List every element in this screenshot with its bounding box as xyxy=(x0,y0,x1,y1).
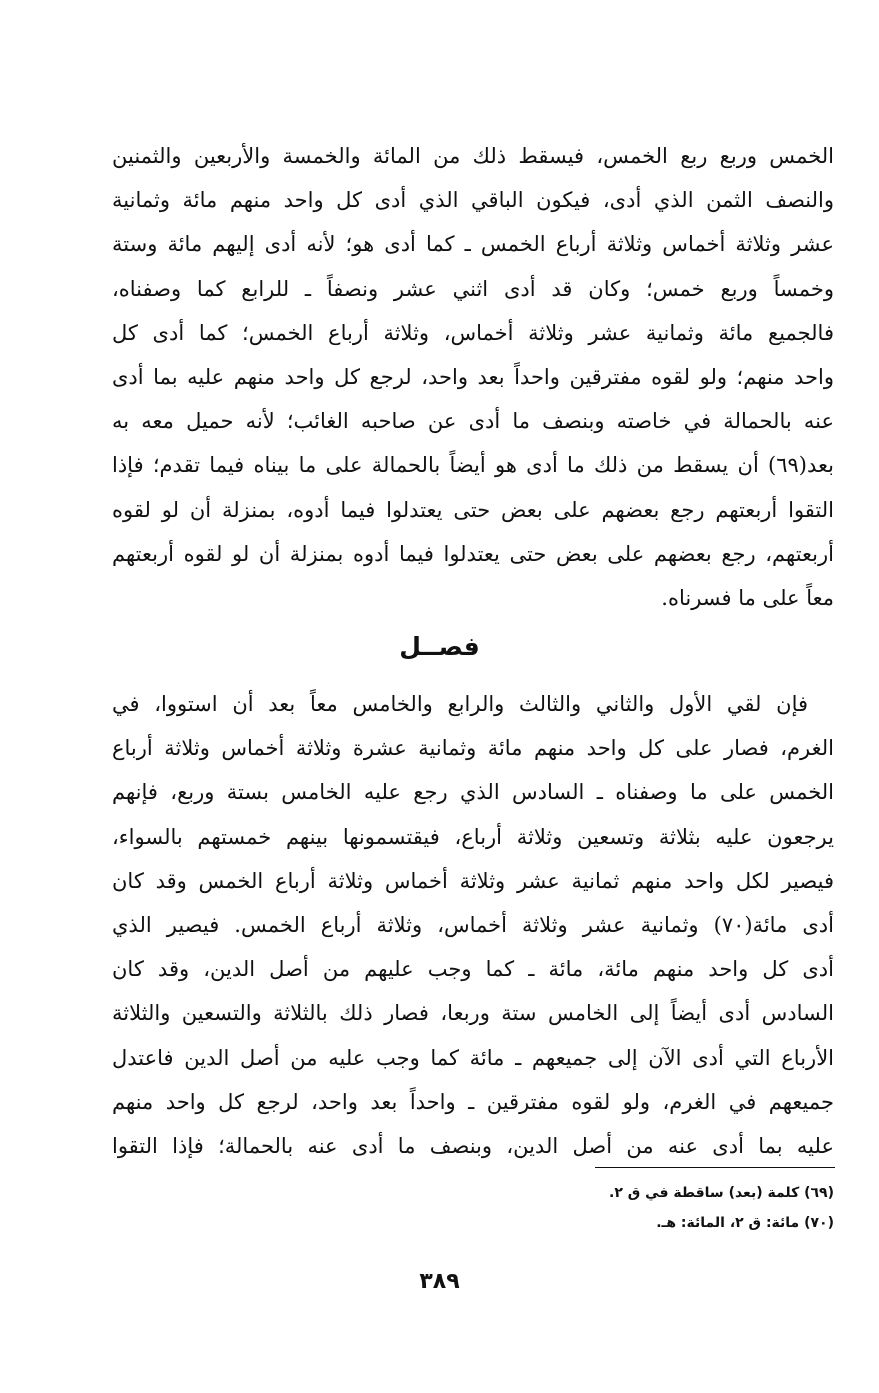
text-line: الخمس على ما وصفناه ـ السادس الذي رجع عليه الخامس بستة وربع، فإنهم xyxy=(112,780,834,805)
text-line: الخمس وربع ربع الخمس، فيسقط ذلك من المائة والخمسة والأربعين والثمنين xyxy=(112,144,834,168)
text-line: السادس أدى أيضاً إلى الخامس ستة وربعا، فصار ذلك بالثلاثة والتسعين والثلاثة xyxy=(112,1001,834,1026)
paragraph-2 xyxy=(112,682,834,1168)
text-line: فيصير لكل واحد منهم ثمانية عشر وثلاثة أخماس وثلاثة أرباع الخمس وقد كان xyxy=(112,868,834,893)
text-line: بعد(٦٩) أن يسقط من ذلك ما أدى هو أيضاً بالحمالة على ما بيناه فيما تقدم؛ فإذا xyxy=(112,453,834,478)
text-line: فإن لقي الأول والثاني والثالث والرابع والخامس معاً بعد أن استووا، في xyxy=(112,692,808,716)
text-line: الأرباع التي أدى الآن إلى جميعهم ـ مائة كما وجب عليه من أصل الدين فاعتدل xyxy=(112,1045,834,1070)
text-line: معاً على ما فسرناه. xyxy=(661,585,834,610)
footnote: (٧٠) مائة: ق ٢، المائة: هـ. xyxy=(656,1215,834,1231)
paragraph-1 xyxy=(112,134,834,620)
text-line: جميعهم في الغرم، ولو لقوه مفترقين ـ واحداً بعد واحد، لرجع كل واحد منهم xyxy=(112,1089,834,1114)
page-number: ٣٨٩ xyxy=(419,1269,460,1294)
section-heading: فصــل xyxy=(399,632,480,661)
text-line: والنصف الثمن الذي أدى، فيكون الباقي الذي أدى كل واحد منهم مائة وثمانية xyxy=(112,188,834,213)
text-line: أدى مائة(٧٠) وثمانية عشر وثلاثة أخماس، وثلاثة أرباع الخمس. فيصير الذي xyxy=(112,912,834,937)
text-line: واحد منهم؛ ولو لقوه مفترقين واحداً بعد واحد، لرجع كل واحد منهم عليه بما أدى xyxy=(112,364,834,389)
text-line: فالجميع مائة وثمانية عشر وثلاثة أخماس، وثلاثة أرباع الخمس؛ كما أدى كل xyxy=(112,320,834,345)
footnote-divider xyxy=(595,1167,835,1168)
text-line: التقوا أربعتهم رجع بعضهم على بعض حتى يعتدلوا فيما أدوه، بمنزلة أن لو لقوه xyxy=(112,497,834,522)
footnotes xyxy=(112,1178,834,1238)
text-line: عشر وثلاثة أخماس وثلاثة أرباع الخمس ـ كما أدى هو؛ لأنه أدى إليهم مائة وستة xyxy=(112,232,834,257)
text-line: أدى كل واحد منهم مائة، مائة ـ كما وجب عليهم من أصل الدين، وقد كان xyxy=(112,957,834,982)
text-line: الغرم، فصار على كل واحد منهم مائة وثمانية عشرة وثلاثة أخماس وثلاثة أرباع xyxy=(112,736,834,761)
text-line: يرجعون عليه بثلاثة وتسعين وثلاثة أرباع، فيقتسمونها بينهم خمستهم بالسواء، xyxy=(112,824,834,849)
text-line: أربعتهم، رجع بعضهم على بعض حتى يعتدلوا فيما أدوه بمنزلة أن لو لقوه أربعتهم xyxy=(112,541,834,566)
footnote: (٦٩) كلمة (بعد) ساقطة في ق ٢. xyxy=(609,1185,834,1201)
text-line: عليه بما أدى عنه من أصل الدين، وبنصف ما أدى عنه بالحمالة؛ فإذا التقوا xyxy=(112,1133,834,1158)
text-line: عنه بالحمالة في خاصته وبنصف ما أدى عن صاحبه الغائب؛ لأنه حميل معه به xyxy=(112,409,834,434)
text-line: وخمساً وربع خمس؛ وكان قد أدى اثني عشر ونصفاً ـ للرابع كما وصفناه، xyxy=(112,276,834,301)
